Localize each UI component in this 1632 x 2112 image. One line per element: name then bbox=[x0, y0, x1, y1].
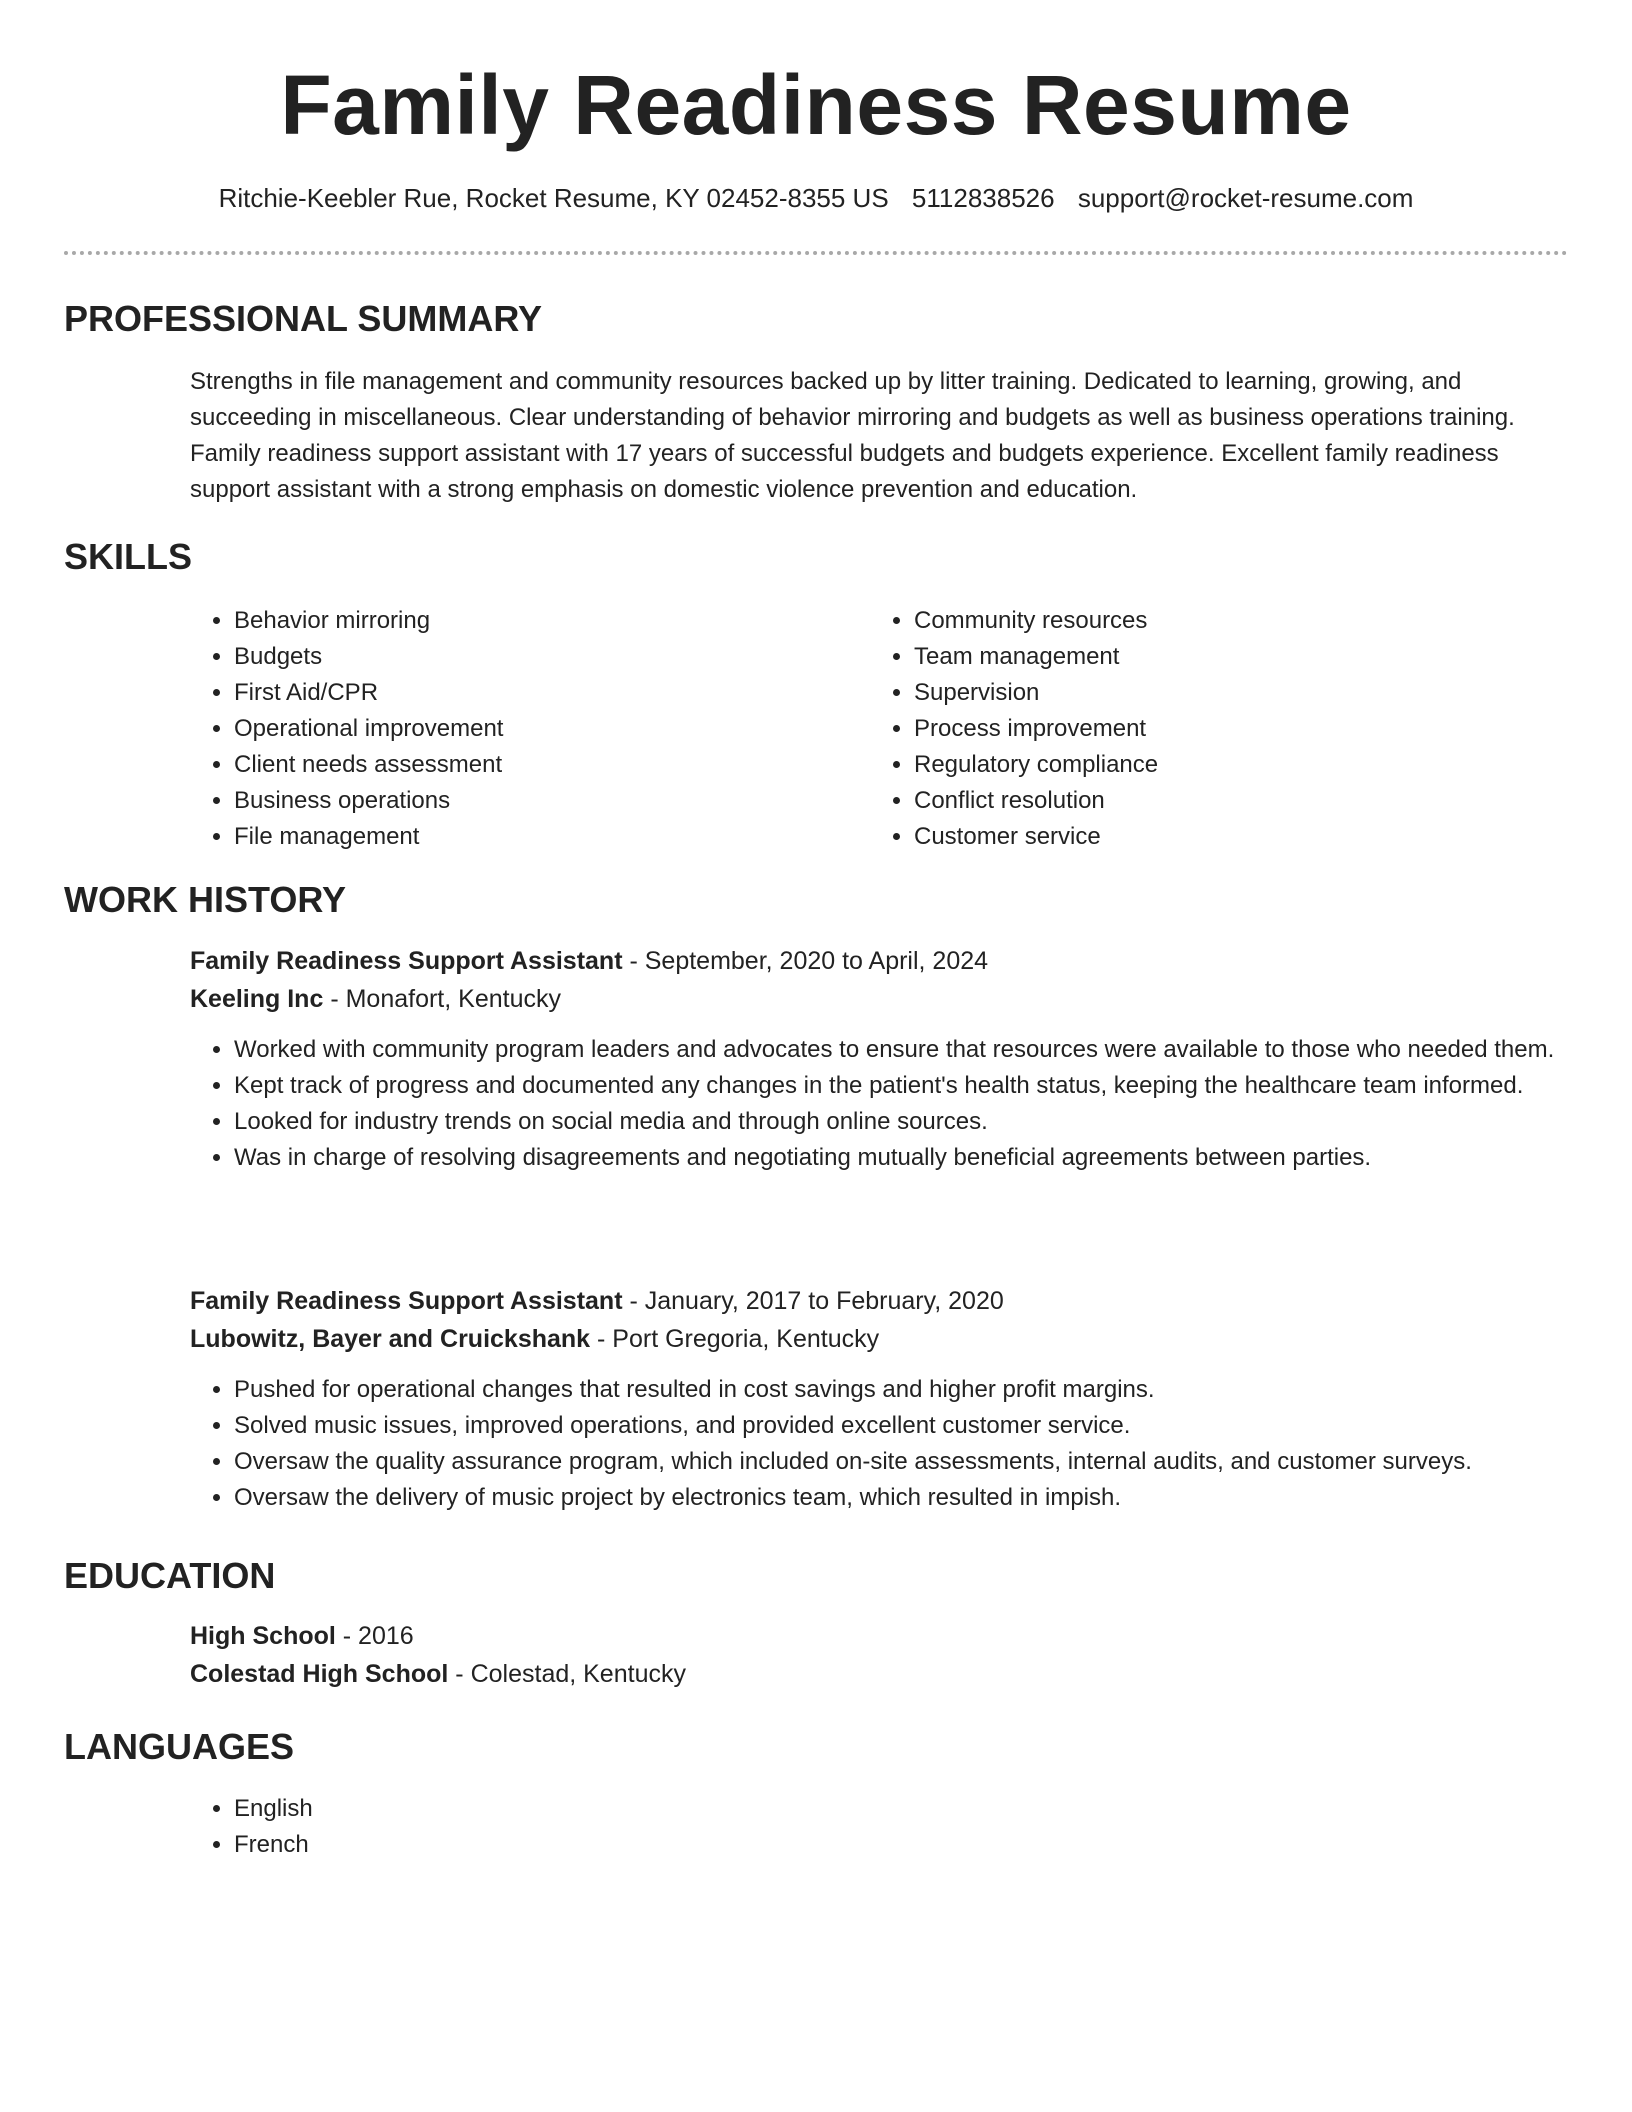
job-bullet: • Worked with community program leaders and advocates to ensure that resources were available to those who needed them. bbox=[234, 1032, 1580, 1068]
contact-line bbox=[0, 178, 1632, 218]
job-bullet: • Looked for industry trends on social media and through online sources. bbox=[234, 1104, 1580, 1140]
education-school-line bbox=[190, 1655, 1580, 1693]
job-bullet: • Kept track of progress and documented any changes in the patient's health status, keeping the healthcare team informed. bbox=[234, 1068, 1580, 1104]
job-title-line bbox=[190, 1282, 1580, 1320]
skills-left-column bbox=[190, 603, 810, 855]
job-bullet: • Oversaw the delivery of music project by electronics team, which resulted in impish. bbox=[234, 1480, 1580, 1516]
skills-heading: SKILLS bbox=[64, 536, 193, 577]
skill-item: • Budgets bbox=[234, 639, 810, 675]
job-bullets bbox=[190, 1372, 1580, 1516]
job-company: Keeling Inc bbox=[190, 985, 324, 1013]
education-degree-line bbox=[190, 1617, 1580, 1655]
skill-item: • Team management bbox=[914, 639, 1490, 675]
job-bullet: • Solved music issues, improved operations, and provided excellent customer service. bbox=[234, 1408, 1580, 1444]
summary-text: Strengths in file management and community resources backed up by litter training. Dedicated to learning, growing, and succeeding in miscellaneous. Clear understanding of behavior mirroring and budgets as well as business operations training. Family readiness support assistant with 17 years of successful budgets and budgets experience. Excellent family readiness support assistant with a strong emphasis on domestic violence prevention and education. bbox=[190, 368, 1515, 503]
skill-item: • Client needs assessment bbox=[234, 747, 810, 783]
contact-phone: 5112838526 bbox=[911, 183, 1055, 213]
skills-left-list bbox=[190, 603, 810, 855]
skill-item: • Operational improvement bbox=[234, 711, 810, 747]
job-entry bbox=[190, 1282, 1580, 1516]
work-heading: WORK HISTORY bbox=[64, 879, 347, 920]
job-bullet: • Pushed for operational changes that resulted in cost savings and higher profit margins. bbox=[234, 1372, 1580, 1408]
job-bullets bbox=[190, 1032, 1580, 1176]
job-bullet: • Oversaw the quality assurance program, which included on-site assessments, internal audits, and customer surveys. bbox=[234, 1444, 1580, 1480]
job-dates: - January, 2017 to February, 2020 bbox=[622, 1287, 1004, 1315]
job-title: Family Readiness Support Assistant bbox=[190, 947, 623, 975]
skill-item: • Regulatory compliance bbox=[914, 747, 1490, 783]
languages-heading: LANGUAGES bbox=[64, 1726, 295, 1767]
summary-heading: PROFESSIONAL SUMMARY bbox=[64, 298, 543, 339]
education-location: - Colestad, Kentucky bbox=[448, 1660, 686, 1688]
job-dates: - September, 2020 to April, 2024 bbox=[622, 947, 989, 975]
job-entry bbox=[190, 942, 1580, 1176]
header-divider bbox=[64, 251, 1568, 255]
skills-right-list bbox=[870, 603, 1490, 855]
languages-entry bbox=[190, 1791, 1580, 1863]
job-company: Lubowitz, Bayer and Cruickshank bbox=[190, 1325, 591, 1353]
language-item: • French bbox=[234, 1827, 1580, 1863]
job-company-line bbox=[190, 1320, 1580, 1358]
job-bullet: • Was in charge of resolving disagreements and negotiating mutually beneficial agreements between parties. bbox=[234, 1140, 1580, 1176]
education-heading: EDUCATION bbox=[64, 1555, 276, 1596]
job-title-line bbox=[190, 942, 1580, 980]
education-degree: High School bbox=[190, 1622, 336, 1650]
job-location: - Monafort, Kentucky bbox=[323, 985, 561, 1013]
job-location: - Port Gregoria, Kentucky bbox=[590, 1325, 880, 1353]
skill-item: • Conflict resolution bbox=[914, 783, 1490, 819]
skill-item: • Supervision bbox=[914, 675, 1490, 711]
skill-item: • Process improvement bbox=[914, 711, 1490, 747]
job-company-line bbox=[190, 980, 1580, 1018]
contact-email: support@rocket-resume.com bbox=[1077, 183, 1414, 213]
job-title: Family Readiness Support Assistant bbox=[190, 1287, 623, 1315]
contact-address: Ritchie-Keebler Rue, Rocket Resume, KY 02452-8355 US bbox=[218, 183, 889, 213]
education-school: Colestad High School bbox=[190, 1660, 449, 1688]
language-item: • English bbox=[234, 1791, 1580, 1827]
skill-item: • Community resources bbox=[914, 603, 1490, 639]
languages-list bbox=[190, 1791, 1580, 1863]
skill-item: • First Aid/CPR bbox=[234, 675, 810, 711]
skills-right-column bbox=[870, 603, 1490, 855]
education-year: - 2016 bbox=[335, 1622, 414, 1650]
education-entry bbox=[190, 1617, 1580, 1693]
skill-item: • File management bbox=[234, 819, 810, 855]
skill-item: • Customer service bbox=[914, 819, 1490, 855]
skill-item: • Business operations bbox=[234, 783, 810, 819]
resume-title: Family Readiness Resume bbox=[280, 58, 1352, 152]
skill-item: • Behavior mirroring bbox=[234, 603, 810, 639]
